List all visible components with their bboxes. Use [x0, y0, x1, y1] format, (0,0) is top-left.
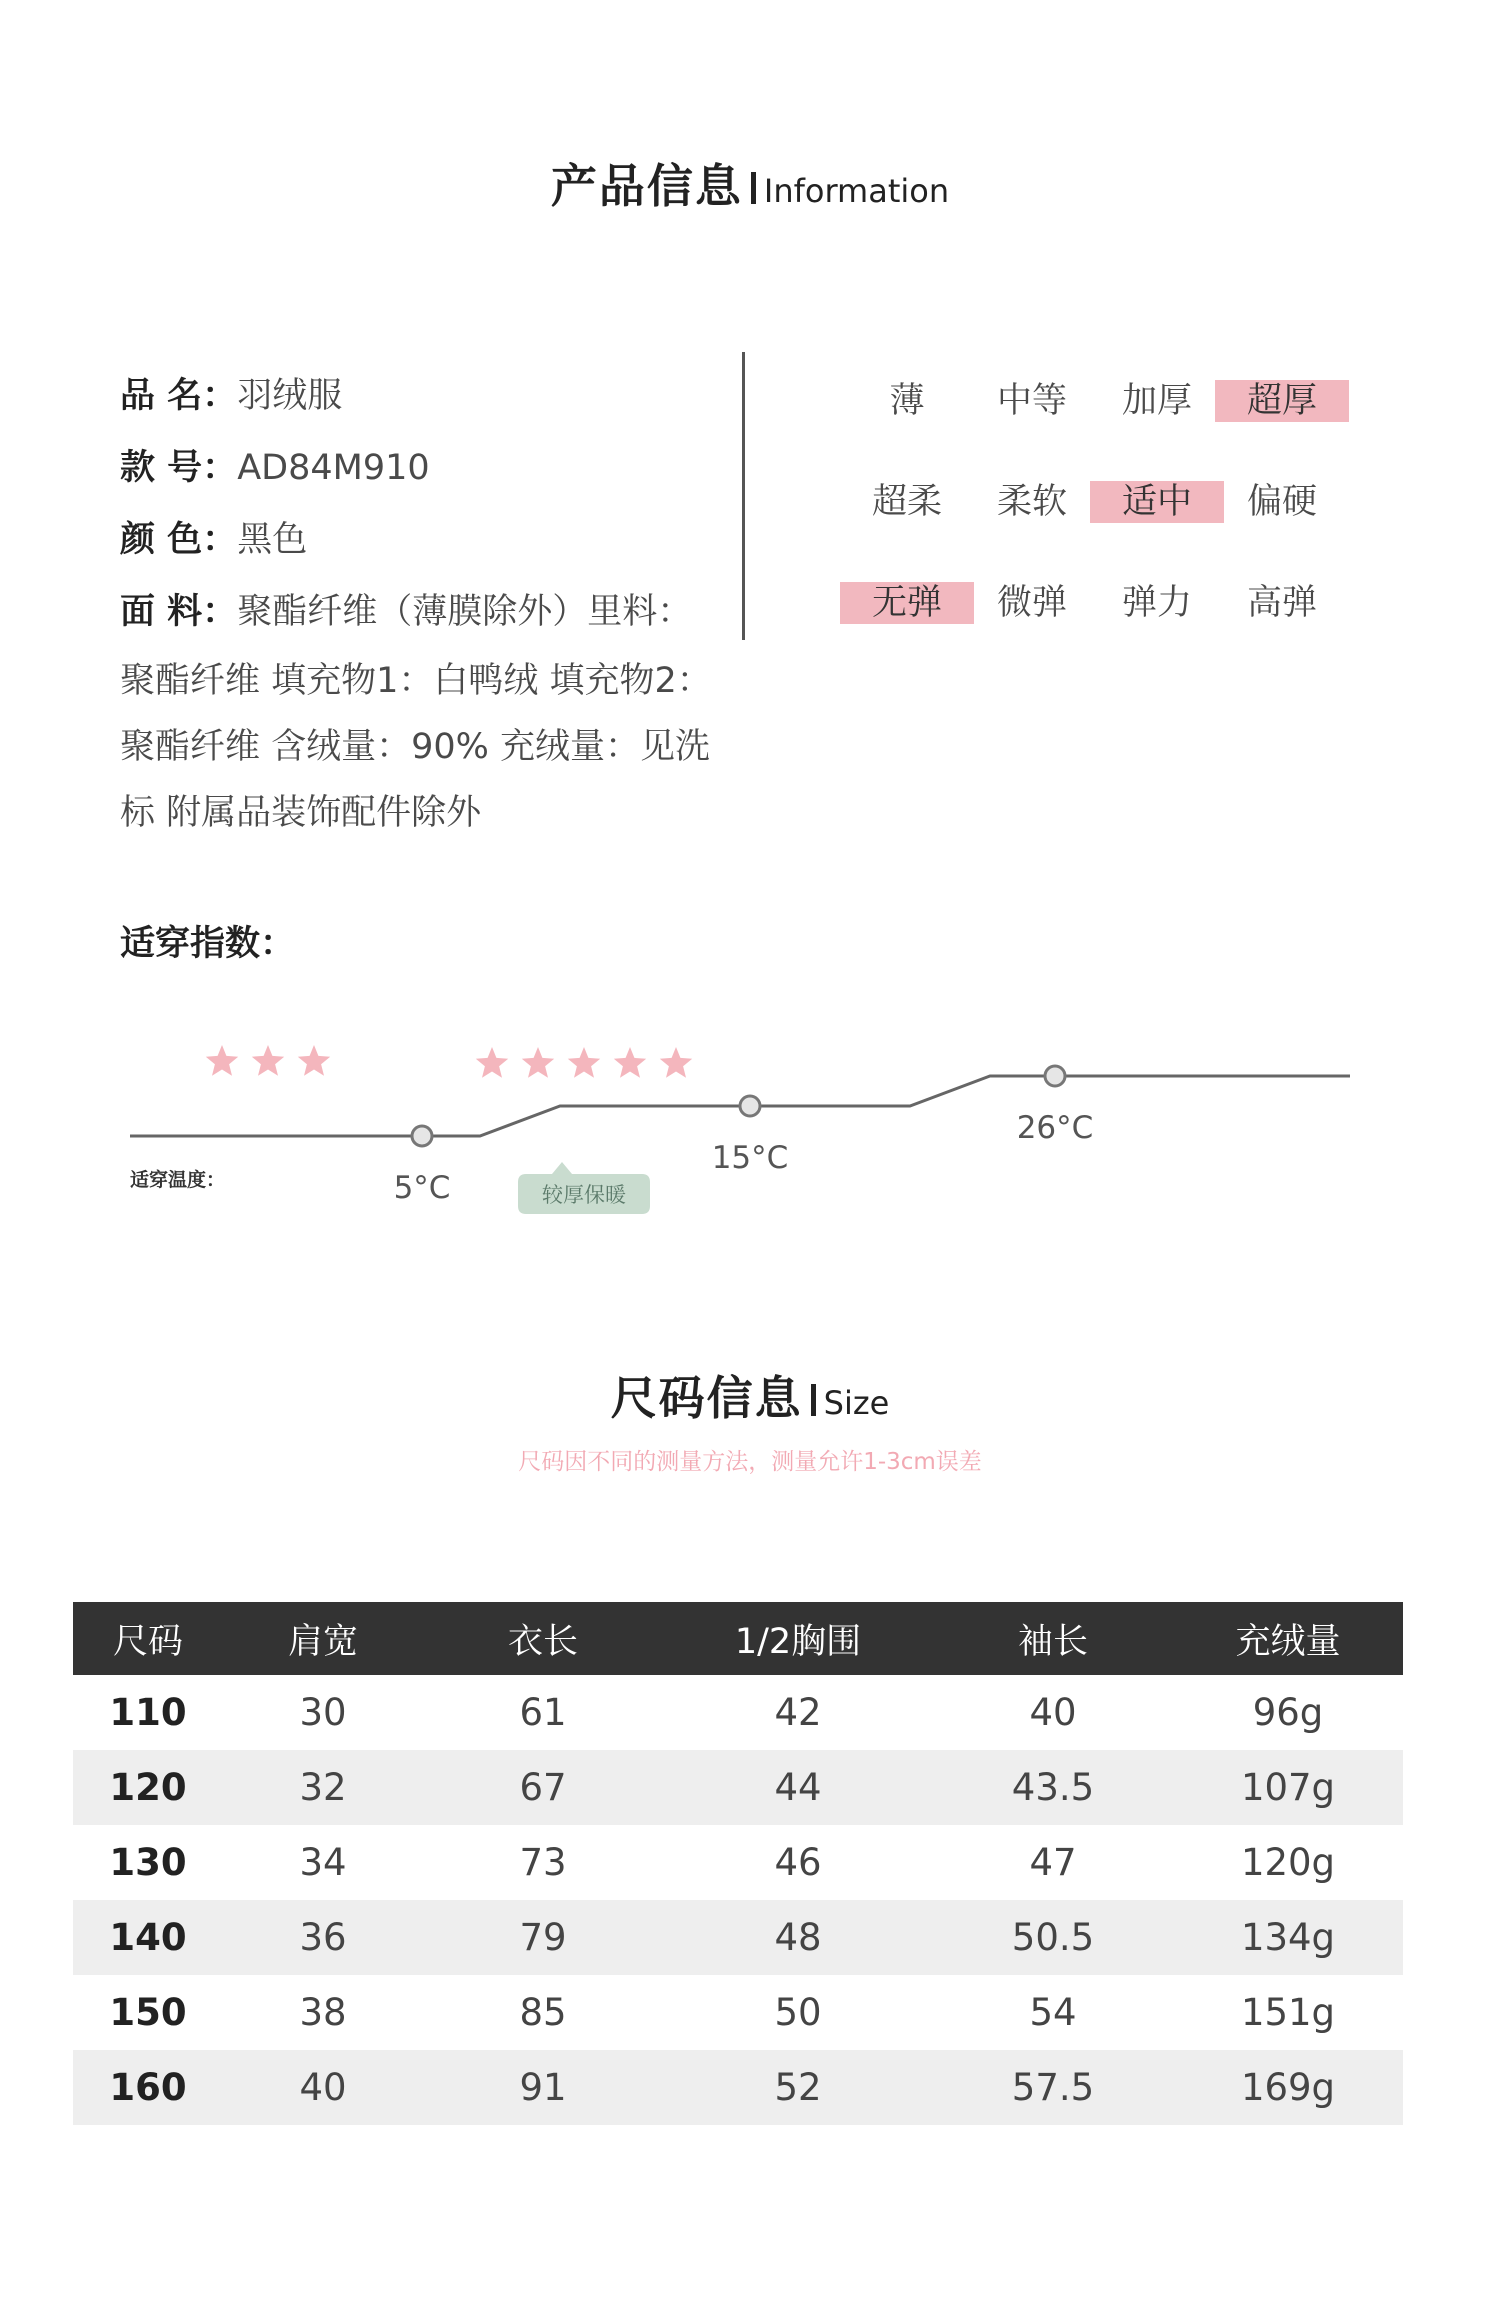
- scale-option: 超柔: [871, 482, 942, 522]
- table-row: [73, 1900, 1403, 1975]
- detail-row-style-number: [120, 432, 760, 504]
- table-cell: 52: [663, 2050, 933, 2125]
- size-title-cn: 尺码信息: [610, 1371, 803, 1425]
- table-cell: 151g: [1240, 1991, 1336, 2034]
- table-row: [73, 1975, 1403, 2050]
- table-cell: 91: [423, 2050, 663, 2125]
- table-cell: 47: [1029, 1841, 1077, 1884]
- detail-value: AD84M910: [237, 448, 430, 488]
- table-cell: 48: [663, 1900, 933, 1975]
- table-cell: 40: [223, 2050, 423, 2125]
- table-cell: 160: [73, 2050, 223, 2125]
- scale-option: 微弹: [996, 583, 1067, 623]
- heading-divider: [751, 172, 756, 204]
- table-cell: 110: [109, 1691, 187, 1734]
- scale-option: 高弹: [1246, 583, 1317, 623]
- star-icon: [660, 1047, 692, 1078]
- detail-fabric-continued: 聚酯纤维 填充物1：白鸭绒 填充物2：: [120, 661, 712, 701]
- scale-option: 薄: [889, 381, 925, 421]
- table-cell: 96g: [1252, 1691, 1324, 1734]
- column-header: 充绒量: [1173, 1602, 1403, 1675]
- detail-fabric-continued: 聚酯纤维 含绒量：90% 充绒量：见洗: [120, 727, 711, 767]
- scale-option: 弹力: [1121, 583, 1192, 623]
- size-table: [73, 1602, 1403, 2125]
- scale-option: 中等: [996, 381, 1067, 421]
- star-icon: [206, 1045, 238, 1076]
- temperature-label: 15°C: [711, 1140, 789, 1176]
- table-cell: 73: [519, 1841, 567, 1884]
- table-cell: 140: [73, 1900, 223, 1975]
- column-header: 袖长: [933, 1602, 1173, 1675]
- table-cell: 46: [774, 1841, 822, 1884]
- detail-value: 聚酯纤维（薄膜除外）里料：: [237, 592, 693, 632]
- table-cell: 61: [519, 1691, 567, 1734]
- details-divider: [742, 352, 745, 640]
- temperature-label: 26°C: [1016, 1110, 1094, 1146]
- scale-option: 偏硬: [1246, 482, 1317, 522]
- table-cell: 130: [109, 1841, 187, 1884]
- wear-index-title: 适穿指数：: [120, 924, 296, 964]
- detail-value: 羽绒服: [237, 376, 343, 416]
- detail-fabric-continued: 标 附属品装饰配件除外: [120, 793, 482, 833]
- size-table-header: [73, 1602, 1403, 1675]
- detail-label: 面 料：: [120, 592, 238, 632]
- elasticity-scale: [840, 582, 1360, 632]
- warmth-tag: 较厚保暖: [542, 1183, 626, 1207]
- temperature-marker: [1045, 1066, 1065, 1086]
- table-cell: 30: [299, 1691, 347, 1734]
- table-cell: 79: [423, 1900, 663, 1975]
- detail-value: 黑色: [237, 520, 308, 560]
- table-cell: 43.5: [933, 1750, 1173, 1825]
- scale-option: 超厚: [1215, 380, 1349, 422]
- softness-scale: [840, 481, 1360, 531]
- table-row: [73, 1750, 1403, 1825]
- product-details: [120, 360, 760, 846]
- table-cell: 54: [1029, 1991, 1077, 2034]
- star-icon: [252, 1045, 284, 1076]
- table-cell: 50: [774, 1991, 822, 2034]
- table-row: [73, 1675, 1403, 1750]
- temperature-chart: [0, 1010, 1500, 1240]
- detail-label: 品 名：: [120, 376, 238, 416]
- star-icon: [298, 1045, 330, 1076]
- table-cell: 42: [774, 1691, 822, 1734]
- column-header: 衣长: [423, 1602, 663, 1675]
- scale-option: 柔软: [996, 482, 1067, 522]
- temperature-label: 5°C: [393, 1170, 451, 1206]
- detail-row-color: [120, 504, 760, 576]
- info-title-cn: 产品信息: [550, 159, 743, 213]
- table-cell: 134g: [1173, 1900, 1403, 1975]
- star-icon: [614, 1047, 646, 1078]
- table-cell: 120: [73, 1750, 223, 1825]
- table-cell: 169g: [1173, 2050, 1403, 2125]
- size-section-heading: [0, 1362, 1500, 1428]
- table-cell: 44: [663, 1750, 933, 1825]
- table-row: [73, 2050, 1403, 2125]
- table-cell: 120g: [1240, 1841, 1336, 1884]
- table-cell: 50.5: [933, 1900, 1173, 1975]
- size-title-en: Size: [823, 1384, 890, 1422]
- table-cell: 32: [223, 1750, 423, 1825]
- star-icon: [476, 1047, 508, 1078]
- table-row: [73, 1825, 1403, 1900]
- temperature-marker: [412, 1126, 432, 1146]
- star-rating-2: [476, 1047, 692, 1078]
- info-section-heading: [0, 150, 1500, 216]
- column-header: 尺码: [73, 1602, 223, 1675]
- table-cell: 57.5: [933, 2050, 1173, 2125]
- temperature-marker: [740, 1096, 760, 1116]
- detail-label: 款 号：: [120, 448, 238, 488]
- star-rating-1: [206, 1045, 330, 1076]
- thickness-scale: [840, 380, 1360, 430]
- scale-option: 无弹: [840, 582, 974, 624]
- table-cell: 40: [1029, 1691, 1077, 1734]
- detail-row-name: [120, 360, 760, 432]
- info-title-en: Information: [763, 172, 950, 210]
- wear-temp-label: 适穿温度：: [130, 1169, 226, 1191]
- star-icon: [568, 1047, 600, 1078]
- scale-option: 加厚: [1121, 381, 1192, 421]
- detail-row-fabric: [120, 576, 760, 648]
- table-cell: 36: [223, 1900, 423, 1975]
- star-icon: [522, 1047, 554, 1078]
- table-cell: 67: [423, 1750, 663, 1825]
- table-cell: 150: [109, 1991, 187, 2034]
- column-header: 1/2胸围: [663, 1602, 933, 1675]
- column-header: 肩宽: [223, 1602, 423, 1675]
- detail-label: 颜 色：: [120, 520, 238, 560]
- table-cell: 38: [299, 1991, 347, 2034]
- scale-option: 适中: [1090, 481, 1224, 523]
- table-cell: 34: [299, 1841, 347, 1884]
- size-measurement-note: 尺码因不同的测量方法，测量允许1-3cm误差: [518, 1449, 982, 1475]
- table-cell: 107g: [1173, 1750, 1403, 1825]
- heading-divider: [811, 1384, 816, 1416]
- table-cell: 85: [519, 1991, 567, 2034]
